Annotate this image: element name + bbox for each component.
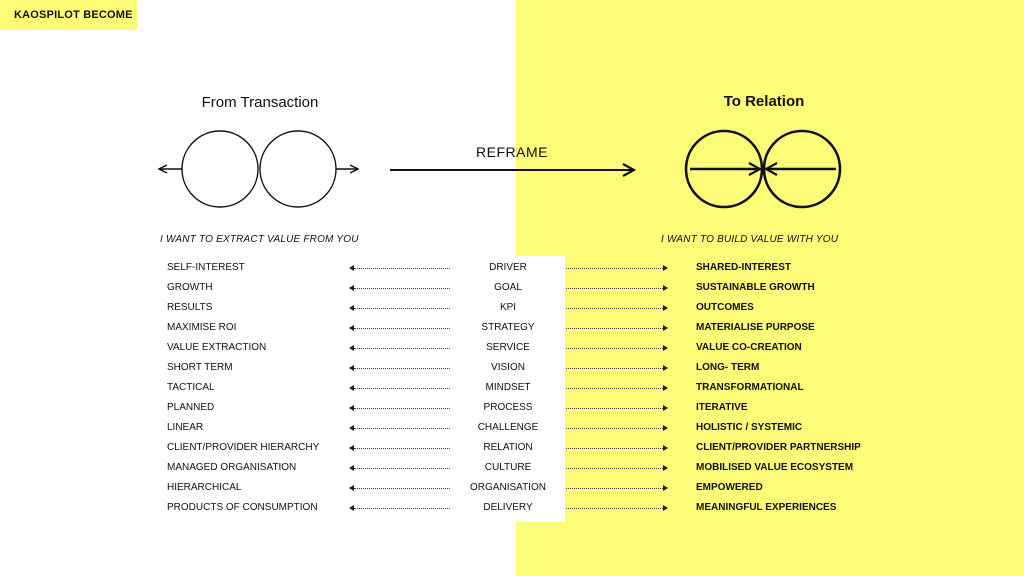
dotted-connector <box>566 328 663 329</box>
from-transaction-title: From Transaction <box>201 94 319 111</box>
table-row <box>0 398 1024 418</box>
transaction-value: RESULTS <box>167 302 213 313</box>
transaction-value: SHORT TERM <box>167 362 233 373</box>
arrow-right-icon <box>663 365 668 371</box>
dotted-connector <box>566 308 663 309</box>
dotted-connector <box>566 488 663 489</box>
relation-value: LONG- TERM <box>696 362 760 373</box>
arrow-right-icon <box>663 345 668 351</box>
relation-circles-icon <box>686 131 840 207</box>
transaction-value: MAXIMISE ROI <box>167 322 237 333</box>
right-subtitle: I WANT TO BUILD VALUE WITH YOU <box>661 234 839 245</box>
dotted-connector <box>354 388 450 389</box>
dimension-label: KPI <box>499 302 517 313</box>
dotted-connector <box>354 328 450 329</box>
dimension-label: DRIVER <box>489 262 527 273</box>
dotted-connector <box>566 408 663 409</box>
transaction-value: LINEAR <box>167 422 204 433</box>
transaction-value: MANAGED ORGANISATION <box>167 462 297 473</box>
relation-value: SHARED-INTEREST <box>696 262 792 273</box>
relation-value: CLIENT/PROVIDER PARTNERSHIP <box>696 442 861 453</box>
table-row <box>0 278 1024 298</box>
dimension-label: PROCESS <box>483 402 533 413</box>
dotted-connector <box>566 468 663 469</box>
relation-value: VALUE CO-CREATION <box>696 342 802 353</box>
table-row <box>0 338 1024 358</box>
dotted-connector <box>354 268 450 269</box>
dimension-label: STRATEGY <box>481 322 535 333</box>
table-row <box>0 258 1024 278</box>
dotted-connector <box>566 388 663 389</box>
dimension-label: DELIVERY <box>483 502 533 513</box>
transaction-circles-icon <box>159 131 358 207</box>
dotted-connector <box>566 348 663 349</box>
relation-value: TRANSFORMATIONAL <box>696 382 804 393</box>
arrow-right-icon <box>663 265 668 271</box>
dotted-connector <box>354 508 450 509</box>
table-row <box>0 298 1024 318</box>
dotted-connector <box>566 448 663 449</box>
dotted-connector <box>566 508 663 509</box>
transaction-value: PRODUCTS OF CONSUMPTION <box>167 502 318 513</box>
arrow-right-icon <box>663 405 668 411</box>
table-row <box>0 458 1024 478</box>
arrow-right-icon <box>663 505 668 511</box>
dotted-connector <box>354 308 450 309</box>
table-row <box>0 358 1024 378</box>
relation-value: SUSTAINABLE GROWTH <box>696 282 815 293</box>
dotted-connector <box>354 488 450 489</box>
relation-value: EMPOWERED <box>696 482 763 493</box>
transaction-value: TACTICAL <box>167 382 215 393</box>
dimension-label: RELATION <box>483 442 533 453</box>
transaction-value: GROWTH <box>167 282 213 293</box>
dotted-connector <box>566 368 663 369</box>
table-row <box>0 498 1024 518</box>
transaction-value: CLIENT/PROVIDER HIERARCHY <box>167 442 320 453</box>
table-row <box>0 318 1024 338</box>
arrow-right-icon <box>663 305 668 311</box>
arrow-right-icon <box>663 325 668 331</box>
transaction-value: PLANNED <box>167 402 215 413</box>
arrow-right-icon <box>663 485 668 491</box>
dotted-connector <box>566 268 663 269</box>
dimension-label: CULTURE <box>484 462 532 473</box>
relation-value: ITERATIVE <box>696 402 748 413</box>
transaction-value: HIERARCHICAL <box>167 482 242 493</box>
dimension-label: VISION <box>491 362 525 373</box>
dotted-connector <box>354 348 450 349</box>
reframe-label: REFRAME <box>476 144 548 160</box>
relation-value: MOBILISED VALUE ECOSYSTEM <box>696 462 854 473</box>
transaction-value: SELF-INTEREST <box>167 262 245 273</box>
dotted-connector <box>354 448 450 449</box>
table-row <box>0 438 1024 458</box>
table-row <box>0 378 1024 398</box>
arrow-right-icon <box>663 425 668 431</box>
arrow-right-icon <box>663 465 668 471</box>
arrow-right-icon <box>663 445 668 451</box>
dotted-connector <box>354 428 450 429</box>
relation-value: HOLISTIC / SYSTEMIC <box>696 422 803 433</box>
relation-value: MEANINGFUL EXPERIENCES <box>696 502 837 513</box>
dotted-connector <box>354 368 450 369</box>
dimension-label: ORGANISATION <box>470 482 546 493</box>
dotted-connector <box>566 288 663 289</box>
arrow-right-icon <box>663 285 668 291</box>
table-row <box>0 478 1024 498</box>
to-relation-title: To Relation <box>723 93 805 110</box>
table-row <box>0 418 1024 438</box>
dimension-label: MINDSET <box>485 382 531 393</box>
dimension-label: GOAL <box>494 282 522 293</box>
dotted-connector <box>354 408 450 409</box>
arrow-right-icon <box>663 385 668 391</box>
dotted-connector <box>354 468 450 469</box>
dotted-connector <box>566 428 663 429</box>
relation-value: MATERIALISE PURPOSE <box>696 322 815 333</box>
transaction-value: VALUE EXTRACTION <box>167 342 267 353</box>
dimension-label: CHALLENGE <box>477 422 539 433</box>
dotted-connector <box>354 288 450 289</box>
relation-value: OUTCOMES <box>696 302 754 313</box>
left-subtitle: I WANT TO EXTRACT VALUE FROM YOU <box>160 234 359 245</box>
brand-badge: KAOSPILOT BECOME <box>0 0 137 30</box>
dimension-label: SERVICE <box>486 342 530 353</box>
